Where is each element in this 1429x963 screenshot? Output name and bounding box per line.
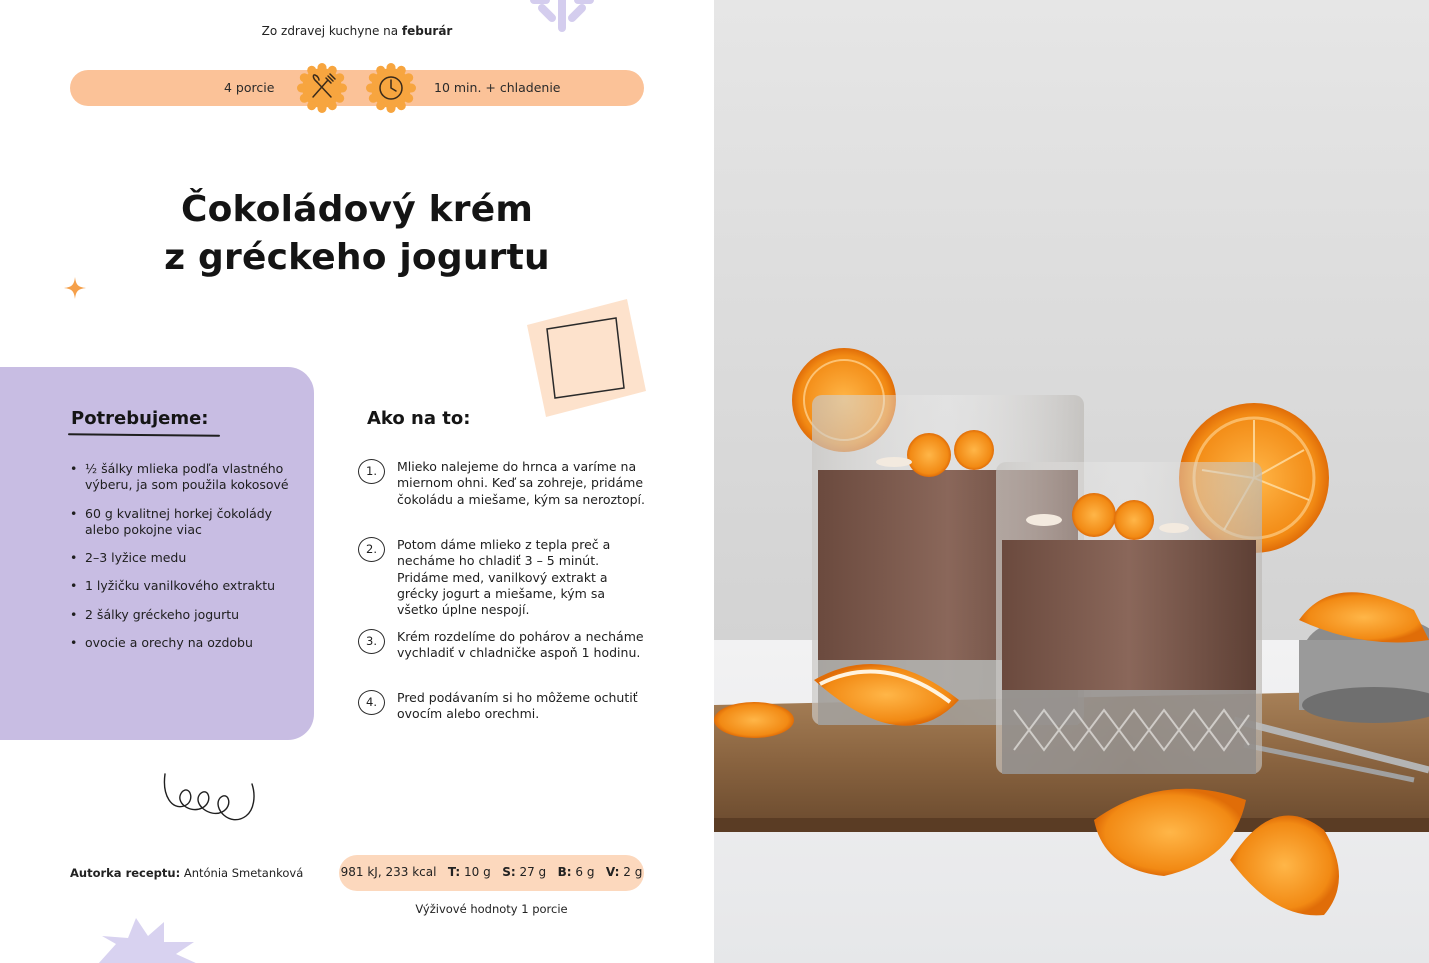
nutrition-t-label: T: bbox=[447, 865, 461, 879]
star-decoration-bottom bbox=[98, 914, 198, 963]
ingredient-text: 1 lyžičku vanilkového extraktu bbox=[85, 578, 276, 594]
ingredient-item: • ovocie a orechy na ozdobu bbox=[70, 635, 253, 651]
ingredient-item: • 2–3 lyžice medu bbox=[70, 550, 187, 566]
nutrition-v-label: V: bbox=[605, 865, 620, 879]
recipe-page bbox=[0, 0, 714, 963]
ingredients-heading: Potrebujeme: bbox=[71, 408, 209, 429]
issue-header bbox=[0, 24, 714, 38]
info-bar bbox=[70, 70, 644, 106]
ingredient-text: 2 šálky gréckeho jogurtu bbox=[85, 606, 240, 622]
doodle-decoration bbox=[160, 768, 260, 832]
nutrition-bar bbox=[339, 855, 644, 891]
step-text: Potom dáme mlieko z tepla preč a necháme ho chladiť 3 – 5 minút. Pridáme med, vanilkový extrakt a grécky jogurt a miešame, kým sa všetko úplne nespojí. bbox=[397, 537, 611, 618]
recipe-title-line1: Čokoládový krém bbox=[180, 189, 534, 230]
recipe-author bbox=[70, 866, 303, 880]
nutrition-energy: 981 kJ, 233 kcal bbox=[340, 865, 437, 879]
dessert-photo bbox=[714, 0, 1429, 963]
ingredient-item: • ½ šálky mlieka podľa vlastného výberu, ja som použila kokosové bbox=[70, 461, 289, 493]
nutrition-b-value: 6 g bbox=[571, 865, 595, 879]
ingredient-item: • 2 šálky gréckeho jogurtu bbox=[70, 606, 240, 622]
step-number: 3. bbox=[358, 629, 385, 654]
nutrition-values bbox=[339, 865, 644, 879]
author-name: Antónia Smetanková bbox=[180, 866, 304, 880]
ingredients-list bbox=[70, 461, 300, 663]
step-text: Mlieko nalejeme do hrnca a varíme na miernom ohni. Keď sa zohreje, pridáme čokoládu a miešame, kým sa neroztopí. bbox=[397, 459, 645, 507]
nutrition-t-value: 10 g bbox=[460, 865, 491, 879]
nutrition-s-label: S: bbox=[502, 865, 516, 879]
recipe-title bbox=[100, 186, 614, 282]
issue-prefix: Zo zdravej kuchyne na bbox=[261, 24, 402, 38]
square-decoration bbox=[520, 292, 654, 422]
dessert-photo-illustration bbox=[714, 0, 1429, 963]
nutrition-caption: Výživové hodnoty 1 porcie bbox=[415, 902, 568, 916]
step-number: 4. bbox=[358, 690, 385, 715]
ingredient-text: ovocie a orechy na ozdobu bbox=[85, 635, 253, 651]
time-text: 10 min. + chladenie bbox=[434, 80, 561, 95]
step-number: 1. bbox=[358, 459, 385, 484]
step-text: Krém rozdelíme do pohárov a necháme vychladiť v chladničke aspoň 1 hodinu. bbox=[397, 629, 644, 661]
nutrition-s-value: 27 g bbox=[515, 865, 547, 879]
recipe-title-line2: z gréckeho jogurtu bbox=[164, 237, 550, 278]
clock-icon bbox=[366, 63, 416, 113]
ingredient-item: • 60 g kvalitnej horkej čokolády alebo pokojne viac bbox=[70, 505, 273, 537]
portions-text: 4 porcie bbox=[224, 80, 275, 95]
ingredient-text: ½ šálky mlieka podľa vlastného výberu, ja som použila kokosové bbox=[85, 461, 289, 493]
sparkle-decoration bbox=[63, 276, 87, 300]
author-label: Autorka receptu: bbox=[70, 866, 181, 880]
issue-month: feburár bbox=[401, 24, 453, 38]
ingredient-item: • 1 lyžičku vanilkového extraktu bbox=[70, 578, 276, 594]
fork-knife-icon bbox=[297, 63, 347, 113]
ingredient-text: 2–3 lyžice medu bbox=[85, 550, 187, 566]
step-number: 2. bbox=[358, 537, 385, 562]
ingredient-text: 60 g kvalitnej horkej čokolády alebo pokojne viac bbox=[85, 505, 273, 537]
nutrition-b-label: B: bbox=[557, 865, 572, 879]
steps-heading: Ako na to: bbox=[367, 408, 471, 429]
step-text: Pred podávaním si ho môžeme ochutiť ovocím alebo orechmi. bbox=[397, 690, 638, 722]
nutrition-v-value: 2 g bbox=[619, 865, 643, 879]
